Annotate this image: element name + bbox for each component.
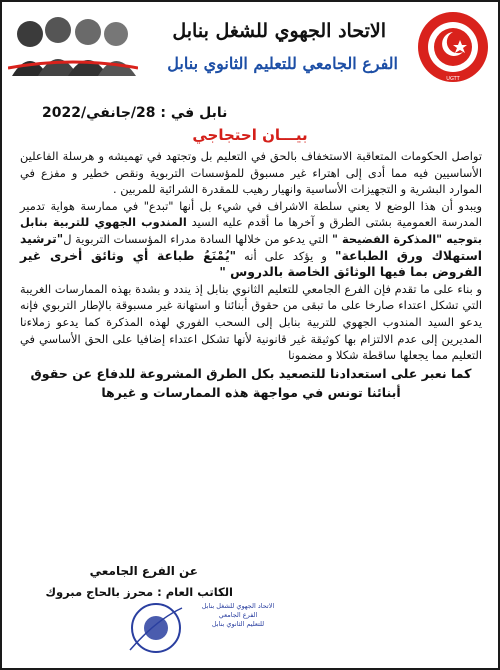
ugtt-logo — [416, 10, 490, 84]
paragraph-3: و بناء على ما تقدم فإن الفرع الجامعي للتعليم الثانوي بنابل إذ يندد و بشدة بهذه الممارسات الغريبة التي تشكل اعتداء صارخا على ما تبقى من حقوق أبنائنا و استهانة غير مسبوقة بالإطار التربوي فإنه يدعو السيد المندوب الجهوي للتربية بنابل إلى السحب الفوري لهذه المذكرة كما يدعو زملاءنا المديرين إلى عدم الالتزام بها كوثيقة غير قانونية لأنها تشكل اعتداء إضافيا على الحق الأساسي في التعليم مما يجعلها ساقطة شكلا و مضمونا — [20, 281, 482, 363]
signature-secretary: الكاتب العام : محرز بالحاج مبروك — [45, 585, 233, 599]
organization-title: الاتحاد الجهوي للشغل بنابل — [172, 20, 386, 42]
paragraph-2-emphasis: و يؤكد على أنه — [236, 248, 335, 263]
paragraph-1: تواصل الحكومات المتعاقبة الاستخفاف بالحق في التعليم بل وتجتهد في تهميشه و هرسلة الفاعلين الأساسيين فيه مما أدى إلى اهتراء غير مسبوق للمؤسسات التربوية ونقص خطير و مفزع في الموارد البشرية و التجهيزات الأساسية وانهيار رهيب للمقدرة الشرائية للمربين . — [20, 149, 482, 197]
paragraph-2-intro: ويبدو أن هذا الوضع لا يعني سلطة الاشراف في شيء بل أنها "تبدع" في ممارسة هواية تدمير المدرسة العمومية بشتى الطرق و آخرها ما أقدم عليه السيد — [20, 198, 483, 230]
stamp-line-3: للتعليم الثانوي بنابل — [211, 620, 265, 628]
paragraph-2-delegate: المندوب الجهوي للتربية بنابل بتوجيه "المذكرة الفضيحة " — [20, 215, 482, 246]
signature-branch: عن الفرع الجامعي — [89, 564, 198, 578]
paragraph-2-ban-quote: "يُمْنَعُ طباعة أي وثائق أخرى غير الفروض بما فيها الوثائق الخاصة بالدروس " — [20, 247, 482, 280]
paragraph-2 — [20, 198, 482, 281]
organization-subtitle: الفرع الجامعي للتعليم الثانوي بنابل — [167, 54, 398, 73]
paragraph-2-directors: التي يدعو من خلالها السادة مدراء المؤسسات التربوية ل — [63, 231, 332, 246]
founders-portraits-image — [8, 6, 138, 76]
stamp-line-2: الفرع الجامعي — [218, 611, 258, 619]
svg-text:UGTT: UGTT — [446, 76, 460, 82]
statement-heading: بيـــان احتجاجي — [192, 126, 308, 144]
official-stamp — [120, 600, 192, 656]
document-date: نابل في : 28/جانفي/2022 — [42, 105, 228, 121]
closing-paragraph: كما نعبر على استعدادنا للتصعيد بكل الطرق المشروعة للدفاع عن حقوق أبنائنا تونس في مواجهة هذه الممارسات و غيرها — [30, 365, 472, 400]
stamp-text — [192, 602, 284, 629]
statement-body — [20, 148, 482, 402]
letterhead — [2, 2, 498, 97]
stamp-line-1: الاتحاد الجهوي للشغل بنابل — [201, 602, 275, 610]
paragraph-2-paper-quote: "ترشيد استهلاك ورق الطباعة" — [20, 230, 482, 263]
